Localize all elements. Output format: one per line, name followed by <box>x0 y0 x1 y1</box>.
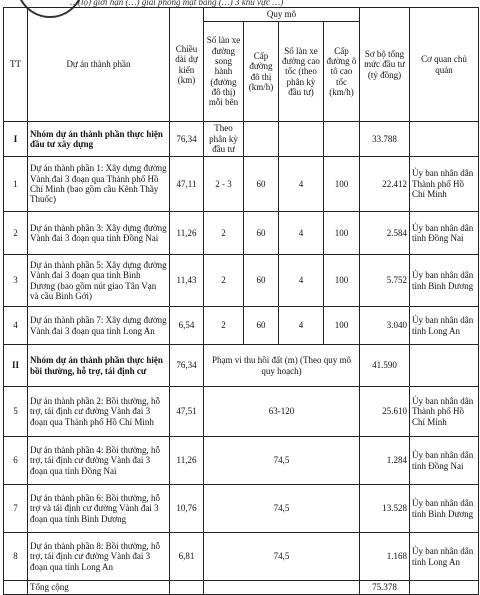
group-investment: 33.788 <box>360 122 410 157</box>
header-agency: Cơ quan chủ quản <box>410 8 479 122</box>
table-row <box>4 307 479 345</box>
row-name: Dự án thành phần 7: Xây dựng đường Vành đai 3 đoạn qua tỉnh Long An <box>28 307 170 345</box>
table-row <box>4 437 479 485</box>
row-agency: Ủy ban nhân dân Thành phố Hồ Chí Minh <box>410 387 479 437</box>
row-investment: 2.584 <box>360 212 410 255</box>
row-length: 6,54 <box>170 307 204 345</box>
row-agency: Ủy ban nhân dân tỉnh Bình Dương <box>410 485 479 533</box>
row-urban-grade: 60 <box>244 307 279 345</box>
row-agency: Ủy ban nhân dân tỉnh Long An <box>410 533 479 581</box>
group-tt: II <box>4 345 28 387</box>
row-lanes-expressway: 4 <box>279 255 324 307</box>
total-investment: 75.378 <box>360 581 410 595</box>
header-tt: TT <box>4 8 28 122</box>
row-length: 6,81 <box>170 533 204 581</box>
table-row <box>4 255 479 307</box>
row-agency: Ủy ban nhân dân tỉnh Bình Dương <box>410 255 479 307</box>
row-name: Dự án thành phần 4: Bồi thường, hỗ trợ, tái định cư đường Vành đai 3 đoạn qua tỉnh Đồng Nai <box>28 437 170 485</box>
row-expressway-grade: 100 <box>324 307 360 345</box>
row-lanes-parallel: 2 <box>204 255 244 307</box>
row-length: 47,51 <box>170 387 204 437</box>
row-name: Dự án thành phần 5: Xây dựng đường Vành đai 3 đoạn qua tỉnh Bình Dương (bao gồm nút giao Tân Vạn và cầu Bình Gởi) <box>28 255 170 307</box>
total-label: Tổng cộng <box>28 581 170 595</box>
row-agency: Ủy ban nhân dân Thành phố Hồ Chí Minh <box>410 157 479 212</box>
row-tt: 2 <box>4 212 28 255</box>
group-tt: I <box>4 122 28 157</box>
header-urban-grade: Cấp đường đô thị (km/h) <box>244 22 279 122</box>
row-urban-grade: 60 <box>244 157 279 212</box>
row-investment: 5.752 <box>360 255 410 307</box>
row-expressway-grade: 100 <box>324 212 360 255</box>
row-tt: 1 <box>4 157 28 212</box>
header-component: Dự án thành phần <box>28 8 170 122</box>
row-length: 11,26 <box>170 437 204 485</box>
row-agency: Ủy ban nhân dân tỉnh Đồng Nai <box>410 212 479 255</box>
row-length: 10,76 <box>170 485 204 533</box>
row-investment: 22.412 <box>360 157 410 212</box>
group-name: Nhóm dự án thành phần thực hiện đầu tư xây dựng <box>28 122 170 157</box>
group-length: 76,34 <box>170 345 204 387</box>
row-name: Dự án thành phần 1: Xây dựng đường Vành đai 3 đoạn qua Thành phố Hồ Chí Minh (bao gồm cầu Kênh Thầy Thuốc) <box>28 157 170 212</box>
row-tt: 8 <box>4 533 28 581</box>
table-row <box>4 387 479 437</box>
top-cut-text: …(lộ) giới hạn (…) giải phóng mặt bằng (…) 3 khu vực …) <box>70 0 284 7</box>
row-lanes-expressway: 4 <box>279 307 324 345</box>
row-tt: 5 <box>4 387 28 437</box>
row-tt: 6 <box>4 437 28 485</box>
row-urban-grade: 60 <box>244 212 279 255</box>
row-investment: 1.284 <box>360 437 410 485</box>
row-urban-grade: 60 <box>244 255 279 307</box>
row-agency: Ủy ban nhân dân tỉnh Long An <box>410 307 479 345</box>
row-lanes-parallel: 2 <box>204 212 244 255</box>
group-length: 76,34 <box>170 122 204 157</box>
row-tt: 4 <box>4 307 28 345</box>
group-note: Phạm vi thu hồi đất (m) (Theo quy mô quy hoạch) <box>204 345 360 387</box>
header-lanes-expressway: Số làn xe đường cao tốc (theo phân kỳ đầu tư) <box>279 22 324 122</box>
row-expressway-grade: 100 <box>324 255 360 307</box>
row-tt: 7 <box>4 485 28 533</box>
row-name: Dự án thành phần 2: Bồi thường, hỗ trợ, tái định cư đường Vành đai 3 đoạn qua Thành phố Hồ Chí Minh <box>28 387 170 437</box>
row-scope: 63-120 <box>204 387 360 437</box>
row-scope: 74,5 <box>204 437 360 485</box>
row-expressway-grade: 100 <box>324 157 360 212</box>
header-length: Chiều dài dự kiến (km) <box>170 8 204 122</box>
row-lanes-parallel: 2 <box>204 307 244 345</box>
row-investment: 3.040 <box>360 307 410 345</box>
table-row <box>4 212 479 255</box>
row-investment: 1.168 <box>360 533 410 581</box>
row-lanes-expressway: 4 <box>279 212 324 255</box>
row-length: 11,43 <box>170 255 204 307</box>
total-row <box>4 581 479 595</box>
row-name: Dự án thành phần 8: Bồi thường, hỗ trợ, tái định cư đường Vành đai 3 đoạn qua tỉnh Long An <box>28 533 170 581</box>
row-agency: Ủy ban nhân dân tỉnh Đồng Nai <box>410 437 479 485</box>
row-investment: 25.610 <box>360 387 410 437</box>
row-investment: 13.528 <box>360 485 410 533</box>
header-expressway-grade: Cấp đường ô tô cao tốc (km/h) <box>324 22 360 122</box>
group-investment: 41.590 <box>360 345 410 387</box>
row-length: 11,26 <box>170 212 204 255</box>
group-row <box>4 122 479 157</box>
row-lanes-parallel: 2 - 3 <box>204 157 244 212</box>
row-name: Dự án thành phần 6: Bồi thường, hỗ trợ và tái định cư đường Vành đai 3 đoạn qua tỉnh Bình Dương <box>28 485 170 533</box>
group-row <box>4 345 479 387</box>
group-note: Theo phân kỳ đầu tư <box>204 122 244 157</box>
header-scale: Quy mô <box>204 8 360 22</box>
row-scope: 74,5 <box>204 485 360 533</box>
header-investment: Sơ bộ tổng mức đầu tư (tỷ đồng) <box>360 8 410 122</box>
row-name: Dự án thành phần 3: Xây dựng đường Vành đai 3 đoạn qua tỉnh Đồng Nai <box>28 212 170 255</box>
row-lanes-expressway: 4 <box>279 157 324 212</box>
project-table <box>3 7 479 595</box>
table-row <box>4 485 479 533</box>
header-lanes-parallel: Số làn xe đường song hành (đường đô thị) mỗi bên <box>204 22 244 122</box>
group-name: Nhóm dự án thành phần thực hiện bồi thường, hỗ trợ, tái định cư <box>28 345 170 387</box>
table-row <box>4 533 479 581</box>
row-length: 47,11 <box>170 157 204 212</box>
row-scope: 74,5 <box>204 533 360 581</box>
row-tt: 3 <box>4 255 28 307</box>
table-row <box>4 157 479 212</box>
